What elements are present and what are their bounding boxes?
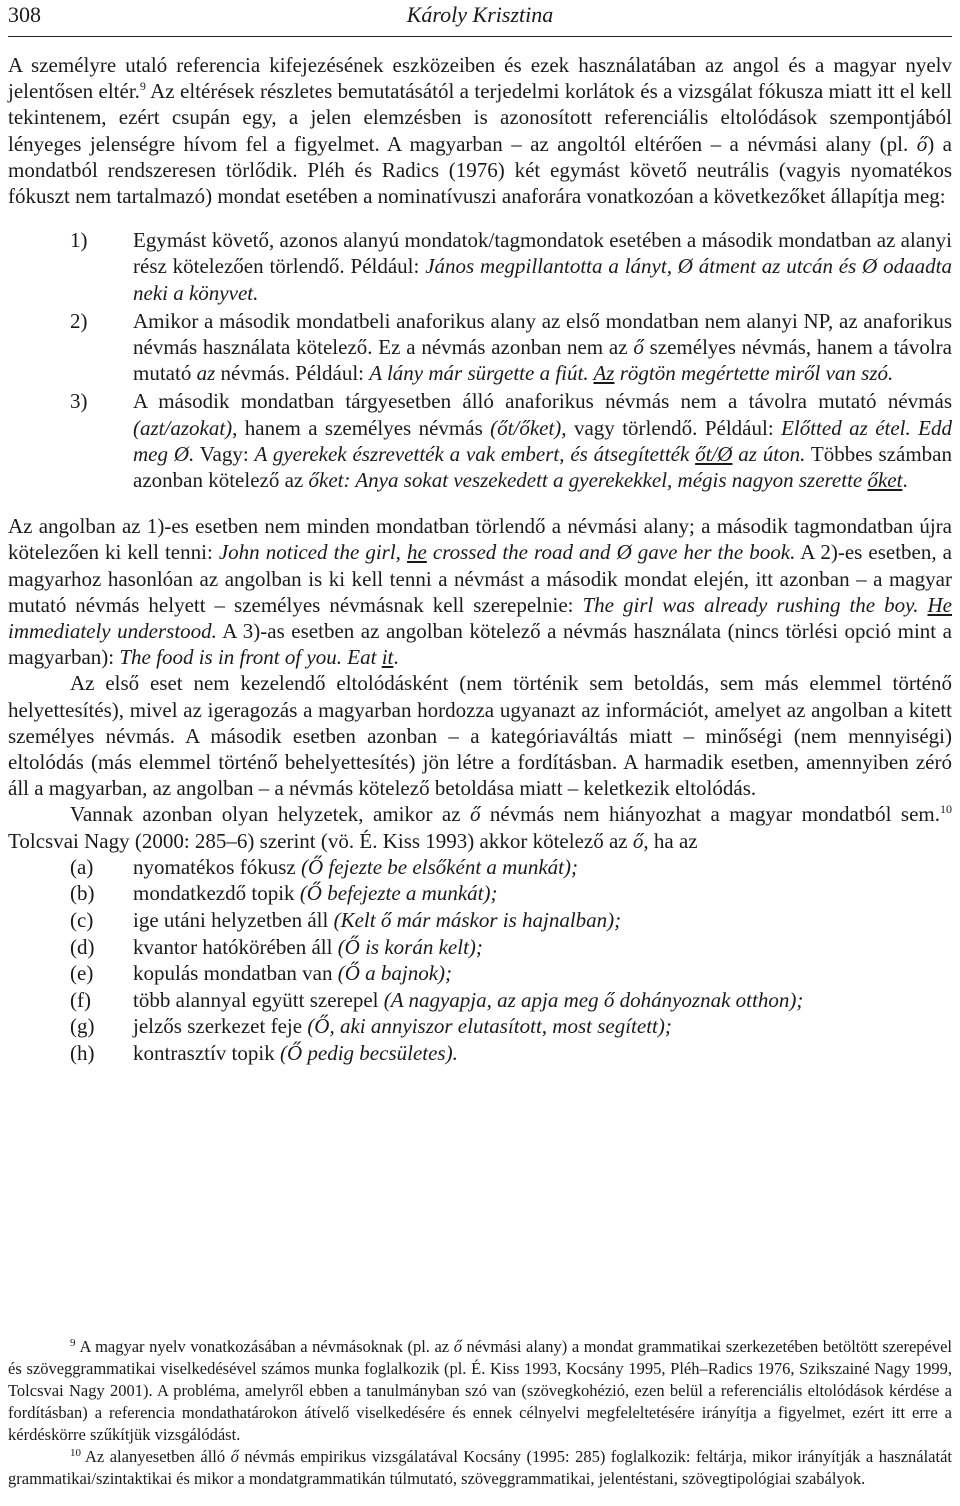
example-text: János megpillantotta a lányt, Ø átment az utcán és Ø odaadta neki a könyvet.: [133, 254, 952, 305]
italic-text: ő: [633, 335, 644, 360]
text: A személyre utaló referencia kifejezésének eszközeiben és ezek használatában az angol és a magyar nyelv jelentősen eltér.: [8, 53, 952, 104]
main-text: [8, 52, 952, 1067]
example-text: A gyerekek észrevették a vak embert, és átsegítették: [254, 441, 696, 466]
italic-text: ő: [469, 802, 481, 827]
text: névmás. Például:: [215, 361, 370, 386]
paragraph-english: [8, 513, 952, 670]
text: névmás empirikus vizsgálatával Kocsány (1995: 285) foglalkozik: feltárja, mikor irányítják a használatát grammatikai/szintaktikai és mikor a mondatgrammatikán túlmutató, szöveggrammatikai, jelentéstani, szövegtipológiai szabályok.: [8, 1447, 952, 1488]
list-item: [8, 880, 952, 907]
text: Vannak azonban olyan helyzetek, amikor az: [70, 802, 470, 827]
text: kopulás mondatban van: [133, 961, 338, 986]
text: jelzős szerkezet feje: [133, 1014, 308, 1039]
list-number: 3): [70, 389, 88, 414]
footnote-ref-10[interactable]: 10: [939, 802, 952, 817]
example-text: John noticed the girl,: [218, 540, 407, 565]
text: névmási alany) a mondat grammatikai szerkezetében betöltött szerepével és szöveggrammatikai viselkedésével számos munka foglalkozik (pl. É. Kiss 1993, Kocsány 1995, Pléh–Radics 1976, Szikszainé Nagy 1999, Tolcsvai Nagy 2001). A probléma, amelyről ebben a tanulmányban szó van (szövegkohézió, ezen belül a referenciális eltolódások kérdése a fordításban) a referencia mondathatárokon átívelő viselkedésére és ennek célnyelvi megfeleltetésére irányítja a figyelmet, ezért itt erre a kérdéskörre szűkítjük vizsgálódást.: [8, 1337, 952, 1444]
list-item: [8, 987, 952, 1014]
page-number: 308: [8, 2, 41, 27]
text: több alannyal együtt szerepel: [133, 987, 384, 1012]
underlined-example: Az: [593, 361, 615, 386]
page: [8, 0, 952, 1488]
text: kontrasztív topik: [133, 1041, 280, 1066]
example-text: (A nagyapja, az apja meg ő dohányoznak otthon);: [383, 987, 804, 1012]
footnotes: [8, 1336, 952, 1490]
italic-text: ő: [453, 1337, 462, 1356]
example-text: crossed the road and Ø gave her the book.: [426, 540, 796, 565]
text: nyomatékos fókusz: [133, 854, 301, 879]
footnote-mark: 9: [70, 1337, 76, 1349]
list-number: 2): [70, 308, 88, 333]
italic-text: az: [196, 361, 216, 386]
text: Többes számban azonban kötelező az: [133, 441, 952, 493]
underlined-example: it: [381, 645, 394, 670]
text: .: [393, 645, 399, 670]
italic-text: ő: [916, 131, 928, 156]
text: mondatkezdő topik: [133, 881, 300, 906]
example-text: rögtön megértette miről van szó.: [614, 361, 894, 386]
text: ) a mondatból rendszeresen törlődik. Pléh és Radics (1976) két egymást követő neutrális (vagyis nyomatékos fókuszt nem tartalmazó) mondat esetében a nominatívuszi anaforára vonatkozóan a következőket állapítja meg:: [8, 131, 952, 209]
text: Amikor a második mondatbeli anaforikus alany az első mondatban nem alanyi NP, az anaforikus névmás használata kötelező. Ez a névmás azonban nem az: [133, 308, 952, 360]
example-text: őket: Anya sokat veszekedett a gyerekekkel, mégis nagyon szerette: [308, 468, 868, 493]
example-text: (Ő pedig becsületes).: [279, 1041, 458, 1066]
list-item: [8, 907, 952, 934]
example-text: (Kelt ő már máskor is hajnalban);: [333, 908, 622, 933]
numbered-rule-list: [8, 227, 952, 493]
example-text: (Ő, aki annyiszor elutasított, most segített);: [307, 1014, 672, 1039]
text: A magyar nyelv vonatkozásában a névmásoknak (pl. az: [79, 1337, 454, 1356]
example-text: immediately understood.: [8, 619, 217, 644]
list-number: 1): [70, 228, 88, 253]
running-header: [8, 0, 952, 37]
footnote-9: [8, 1336, 952, 1446]
text: Egymást követő, azonos alanyú mondatok/tagmondatok esetében a második mondatban az alanyi rész kötelezően törlendő. Például:: [133, 228, 952, 279]
text: .: [902, 468, 908, 493]
italic-text: ő: [230, 1447, 239, 1466]
list-label: (g): [70, 1014, 95, 1039]
list-label: (c): [70, 908, 94, 933]
text: hanem a személyes névmás: [237, 415, 491, 440]
list-item: [8, 227, 952, 306]
underlined-example: őket: [867, 468, 903, 493]
example-text: A lány már sürgette a fiút.: [369, 361, 594, 386]
underlined-example: He: [927, 592, 952, 617]
list-label: (b): [70, 881, 95, 906]
list-item: [8, 308, 952, 387]
underlined-example: he: [407, 540, 427, 565]
text: A 3)-as esetben az angolban kötelező a névmás használata (nincs törlési opció mint a magyarban):: [8, 619, 952, 670]
footnote-ref-9[interactable]: 9: [139, 79, 146, 94]
text: személyes névmás, hanem a távolra mutató: [133, 335, 952, 386]
text: Az alanyesetben álló: [85, 1447, 231, 1466]
text: A második mondatban tárgyesetben álló anaforikus névmás nem a távolra mutató névmás: [133, 389, 952, 414]
text: Tolcsvai Nagy (2000: 285–6) szerint (vö. É. Kiss 1993) akkor kötelező az: [8, 828, 633, 853]
example-text: (Ő fejezte be elsőként a munkát);: [300, 854, 578, 879]
list-item: [8, 1040, 952, 1067]
list-item: [8, 934, 952, 961]
example-text: Előtted az étel. Edd meg Ø.: [133, 415, 952, 466]
text: , ha az: [643, 828, 698, 853]
example-text: az úton.: [732, 441, 806, 466]
footnote-10: [8, 1446, 952, 1490]
text: Az eltérések részletes bemutatásától a terjedelmi korlátok és a vizsgálat fókusza miatt itt el kell tekintenem, ezért csupán egy, a jelen elemzésben is azonosított referenciális eltolódások szempontjából lényeges jelenségre hívom fel a figyelmet. A magyarban – az angoltól eltérően – a névmási alany (pl.: [8, 79, 952, 156]
example-text: (Ő a bajnok);: [337, 961, 453, 986]
example-text: The food is in front of you. Eat: [119, 645, 382, 670]
condition-list: [8, 854, 952, 1067]
list-item: [8, 960, 952, 987]
list-item: [8, 854, 952, 881]
text: kvantor hatókörében áll: [133, 934, 338, 959]
running-header-author: Károly Krisztina: [406, 2, 554, 27]
paragraph-intro: [8, 52, 952, 209]
paragraph-exceptions: [8, 801, 952, 853]
list-item: [8, 1013, 952, 1040]
text: Az angolban az 1)-es esetben nem minden mondatban törlendő a névmási alany; a második tagmondatban újra kötelezően ki kell tenni:: [8, 514, 952, 565]
footnote-mark: 10: [70, 1447, 81, 1459]
list-label: (e): [70, 961, 94, 986]
italic-text: ő: [632, 828, 644, 853]
paragraph-shifts: Az első eset nem kezelendő eltolódásként (nem történik sem betoldás, sem más elemmel történő helyettesítés), mivel az igeragozás a magyarban hordozza ugyanazt az információt, amelyet az angolban a kitett személyes névmás. A második esetben azonban – a kategóriaváltás miatt – minőségi (nem mennyiségi) eltolódás (más elemmel történő behelyettesítés) jön létre a fordításban. A harmadik esetben, amennyiben zéró áll a magyarban, az angolban – a névmás kötelező betoldása miatt – keletkezik eltolódás.: [8, 671, 952, 801]
list-label: (d): [70, 934, 95, 959]
underlined-example: őt/Ø: [695, 441, 733, 466]
text: névmás nem hiányozhat a magyar mondatból sem.: [480, 802, 940, 827]
example-text: (Ő is korán kelt);: [337, 934, 483, 959]
list-item: [8, 388, 952, 493]
example-text: The girl was already rushing the boy.: [582, 592, 928, 617]
list-label: (h): [70, 1041, 95, 1066]
text: vagy törlendő. Például:: [566, 415, 782, 440]
text: Vagy:: [194, 441, 255, 466]
list-label: (a): [70, 854, 94, 879]
italic-text: (azt/azokat),: [133, 415, 238, 440]
text: ige utáni helyzetben áll: [133, 908, 334, 933]
italic-text: (őt/őket),: [490, 415, 567, 440]
list-label: (f): [70, 987, 91, 1012]
example-text: (Ő befejezte a munkát);: [299, 881, 498, 906]
text: A 2)-es esetben, a magyarhoz hasonlóan az angolban is ki kell tenni a névmást a második mondat elején, itt azonban – a magyar mutató névmás helyett – személyes névmásnak kell szerepelnie:: [8, 540, 952, 617]
